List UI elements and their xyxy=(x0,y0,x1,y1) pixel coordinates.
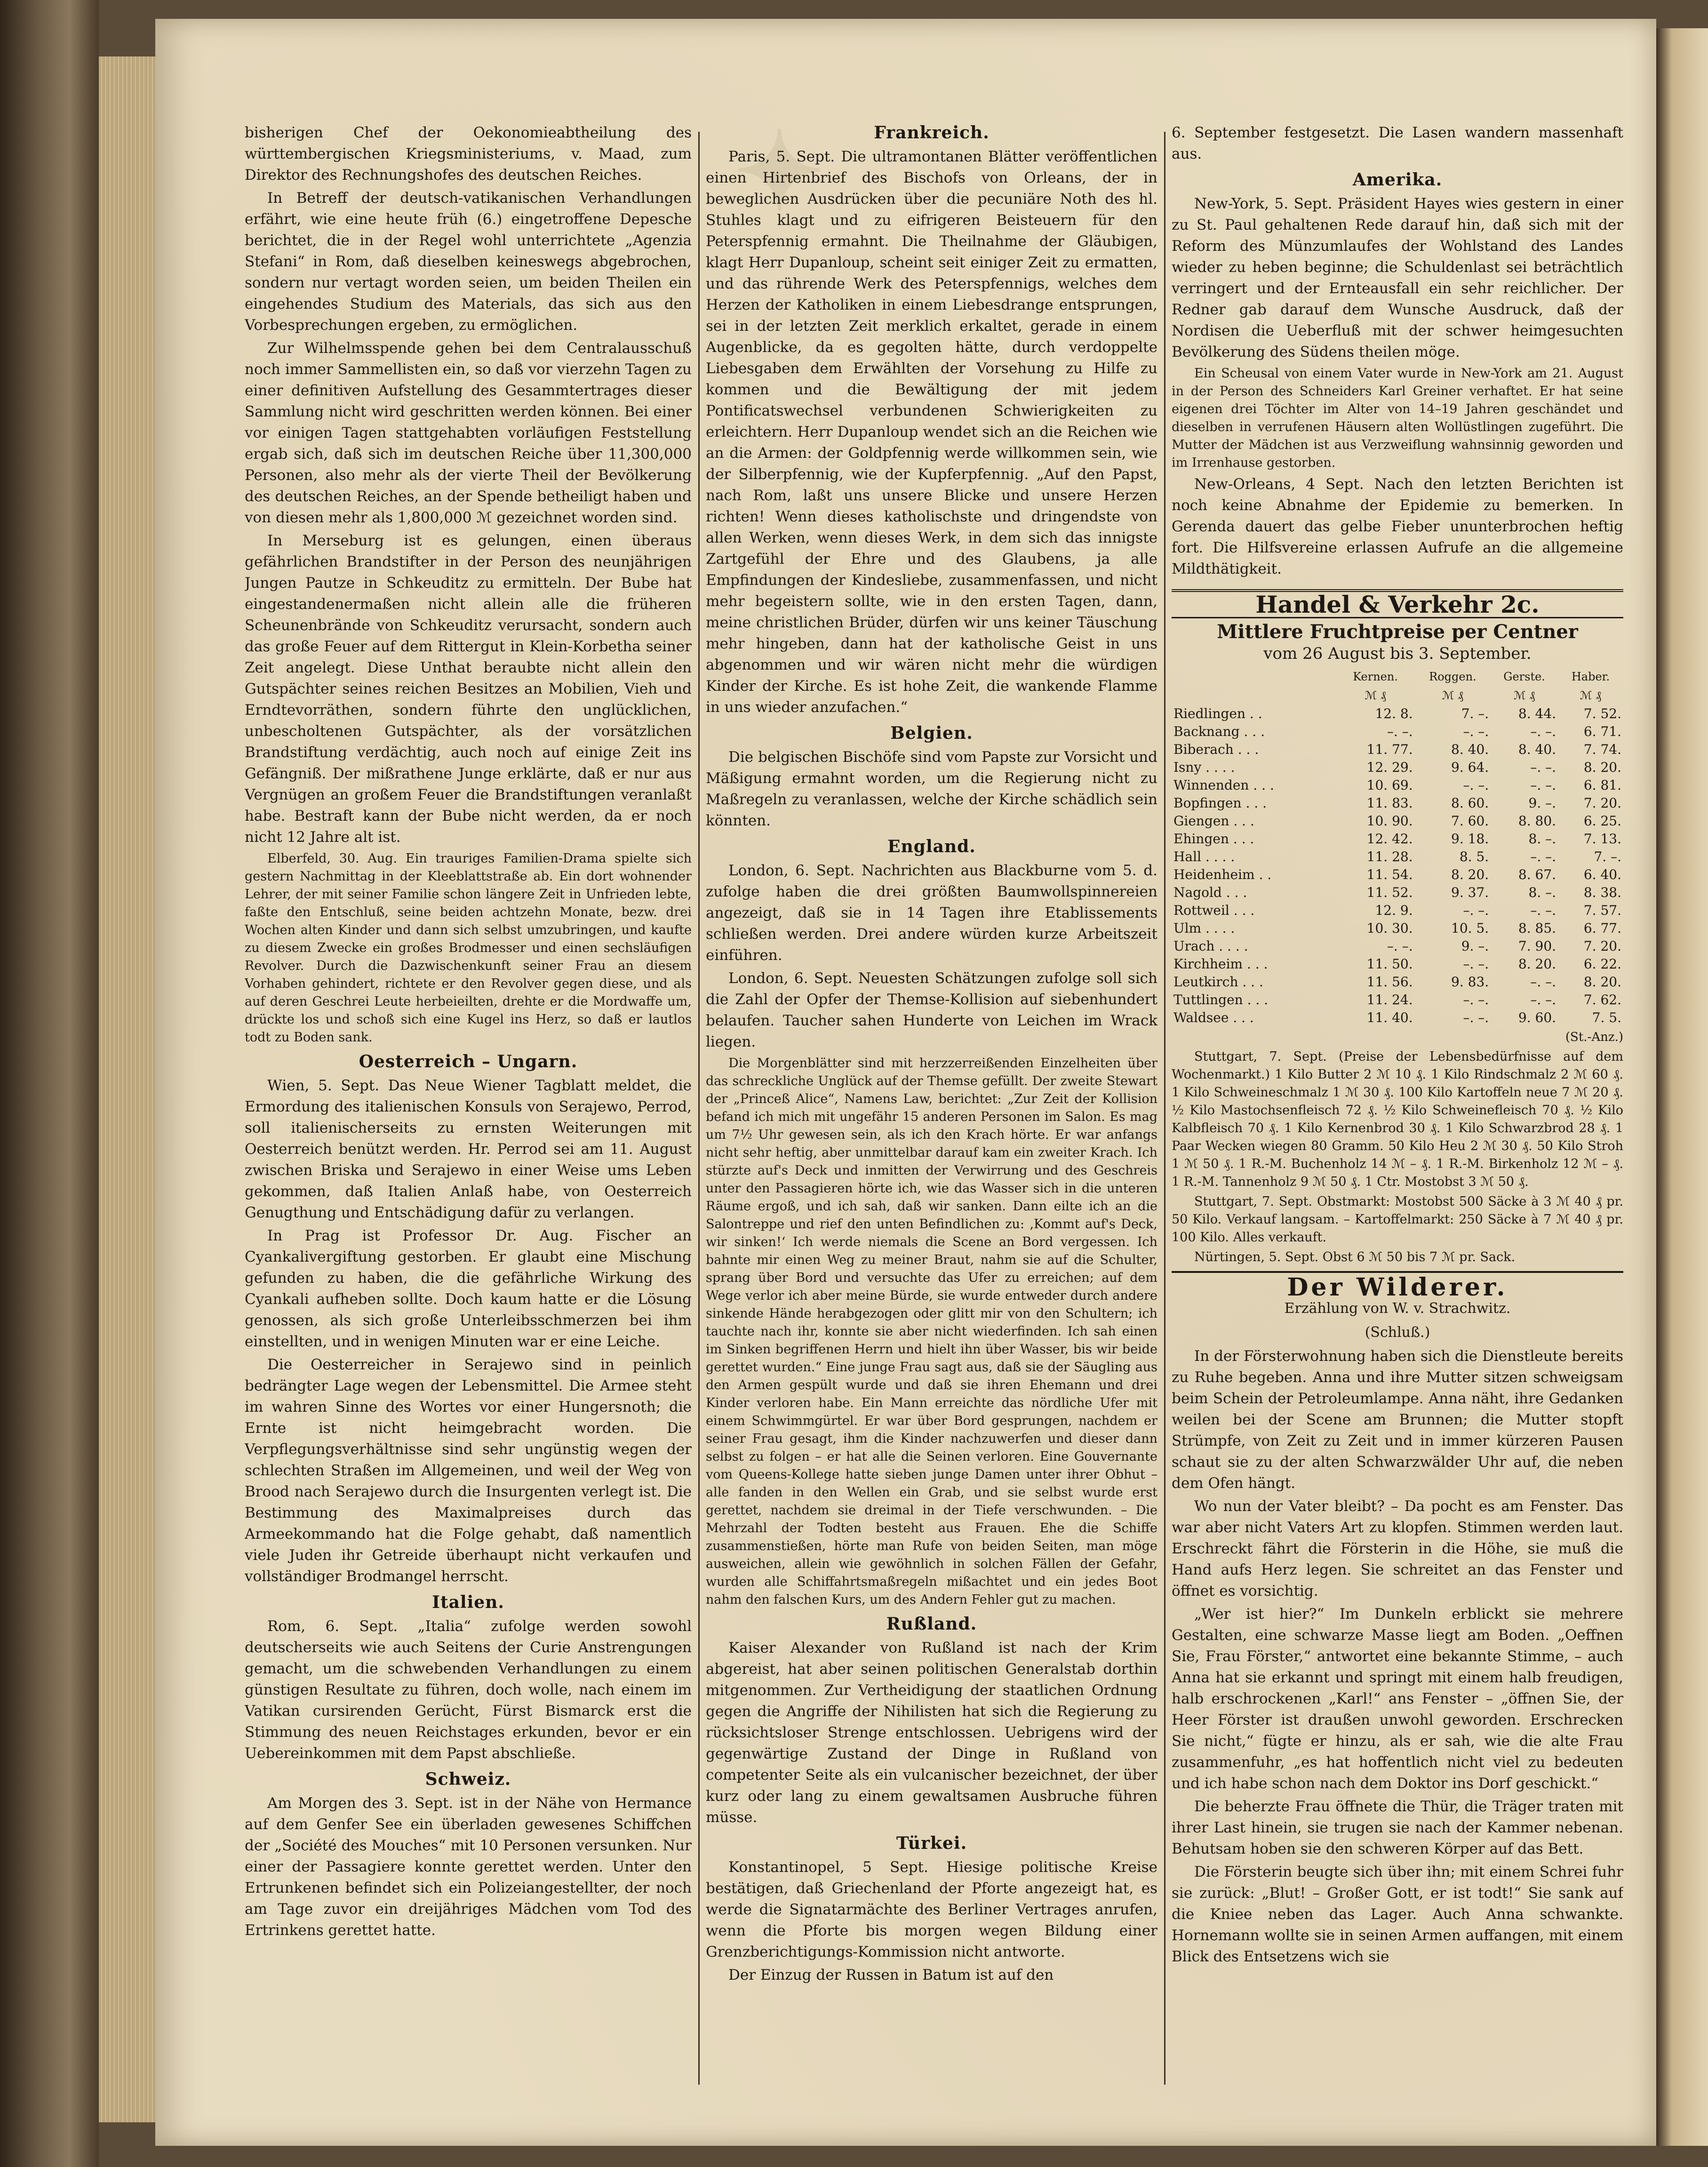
article-paragraph: London, 6. Sept. Nachrichten aus Blackburne vom 5. d. zufolge haben die drei größten Baumwollspinnereien angezeigt, daß sie in 14 Tagen ihre Etablissements schließen werden. Drei andere würden kurze Arbeitszeit einführen. xyxy=(706,862,1157,964)
price-cell: 8. 85. xyxy=(1518,920,1556,936)
column-rule xyxy=(1164,132,1165,2085)
price-cell: 11. 40. xyxy=(1366,1010,1413,1025)
article-paragraph: In Prag ist Professor Dr. Aug. Fischer an Cyankalivergiftung gestorben. Er glaubt eine Mischung gefunden zu haben, die die gefährliche Wirkung des Cyankali aufheben sollte. Doch kaum hatte er die Lösung genossen, als sich große Unterleibsschmerzen bei ihm einstellten, und in wenigen Minuten war er eine Leiche. xyxy=(245,1227,692,1350)
town-name: Nagold . . . xyxy=(1173,885,1247,900)
price-table-column-header: Roggen. xyxy=(1429,670,1477,683)
section-heading-england: England. xyxy=(887,837,976,856)
town-name: Isny . . . . xyxy=(1173,760,1235,775)
price-cell: 6. 40. xyxy=(1583,867,1621,882)
price-cell: –. –. xyxy=(1463,777,1489,793)
price-cell: 8. 40. xyxy=(1451,742,1489,757)
town-name: Winnenden . . . xyxy=(1173,777,1274,793)
price-cell: 11. 83. xyxy=(1366,795,1413,811)
town-name: Heidenheim . . xyxy=(1173,867,1272,882)
article-paragraph: Die Morgenblätter sind mit herzzerreißenden Einzelheiten über das schreckliche Unglück auf der Themse gefüllt. Der zweite Stewart der „Princeß Alice“, Namens Law, berichtet: „Zur Zeit der Kollision befand ich mich mit ungefähr 15 anderen Personen im Salon. Es mag um 7½ Uhr gewesen sein, als ich den Krach hörte. Er war anfangs nicht sehr heftig, aber unmittelbar darauf kam ein zweiter Krach. Ich stürzte auf's Deck und inmitten der Verwirrung und des Geschreis unter den Passagieren hörte ich, wie das Wasser sich in die unteren Räume ergoß, und ich sah, daß wir sanken. Dann eilte ich an die Salontreppe und rief den unten Befindlichen zu: ‚Kommt auf's Deck, wir sinken!‘ Ich werde niemals die Scene an Bord vergessen. Ich bahnte mir einen Weg zu meiner Braut, nahm sie auf die Schulter, sprang über Bord und versuchte das Ufer zu erreichen; auf dem Wege verlor ich aber meine Bürde, sie wurde entweder durch andere sinkende Hände herabgezogen oder glitt mir von den Schultern; ich tauchte nach ihr, konnte sie aber nicht wiederfinden. Ich sah einen im Sinken begriffenen Herrn und hielt ihn über Wasser, bis wir beide gerettet wurden.“ Eine junge Frau sagt aus, daß sie der Säugling aus den Armen gespült wurde und daß sie ihren Ehemann und drei Kinder verloren habe. Ein Mann erreichte das nördliche Ufer mit einem Schwimmgürtel. Er war über Bord gesprungen, nachdem er seiner Frau gesagt, ihm die Kinder nachzuwerfen und dieser dann selbst zu folgen – er hat alle die Seinen verloren. Eine Gouvernante vom Queens-Kollege hatte sieben junge Damen unter ihrer Obhut – alle fanden in den Wellen ein Grab, und sie selbst wurde erst gerettet, nachdem sie dreimal in der Tiefe verschwunden. – Die Mehrzahl der Todten besteht aus Frauen. Ehe die Schiffe zusammenstießen, hörte man Rufe von beiden Seiten, man möge ausweichen, allein wie gewöhnlich in solchen Fällen der Gefahr, wurden alle Schiffahrtsmaßregeln mißachtet und ein jedes Boot nahm den falschen Kurs, um des Andern Fehler gut zu machen. xyxy=(706,1056,1157,1607)
table-row xyxy=(1172,812,1623,830)
table-row xyxy=(1172,830,1623,848)
article-paragraph: Elberfeld, 30. Aug. Ein trauriges Familien-Drama spielte sich gestern Nachmittag in der Kleeblattstraße ab. Ein dort wohnender Lehrer, der mit seiner Familie schon längere Zeit in Unfrieden lebte, faßte den Entschluß, seine beiden achtzehn Monate, bezw. drei Wochen alten Kinder und dann sich selbst umzubringen, und kaufte zu diesem Zwecke ein großes Brodmesser und einen sechsläufigen Revolver. Durch die Dazwischenkunft seiner Frau an diesem Vorhaben gehindert, richtete er den Revolver gegen diese, und als auf deren Geschrei Leute herbeieilten, drehte er die Mordwaffe um, drückte los und schoß sich eine Kugel ins Herz, so daß er lautlos todt zu Boden sank. xyxy=(245,851,692,1045)
price-cell: –. –. xyxy=(1463,724,1489,739)
price-cell: 8. 67. xyxy=(1518,867,1556,882)
story-paragraph: Die Försterin beugte sich über ihn; mit einem Schrei fuhr sie zurück: „Blut! – Großer Gott, er ist todt!“ Sie sank auf die Kniee neben das Lager. Auch Anna schwankte. Hornemann wollte sie in seinen Armen auffangen, mit einem Blick des Entsetzens wich sie xyxy=(1172,1863,1623,1965)
article-paragraph: Wien, 5. Sept. Das Neue Wiener Tagblatt meldet, die Ermordung des italienischen Konsuls von Serajewo, Perrod, soll italienischerseits zu ernsten Weiterungen mit Oesterreich benützt werden. Hr. Perrod sei am 11. August zwischen Briska und Serajewo in einer Weise ums Leben gekommen, daß Italien Anlaß habe, von Oesterreich Genugthung und Entschädigung dafür zu verlangen. xyxy=(245,1077,692,1221)
price-cell: 10. 5. xyxy=(1451,920,1489,936)
price-cell: 12. 42. xyxy=(1366,831,1413,847)
table-row xyxy=(1172,1009,1623,1027)
article-paragraph: Rom, 6. Sept. „Italia“ zufolge werden sowohl deutscherseits wie auch Seitens der Curie Anstrengungen gemacht, um die schwebenden Verhandlungen zu einem günstigen Resultate zu führen, doch wolle, nach einem im Vatikan cursirenden Gerücht, Fürst Bismarck erst die Stimmung des neuen Reichstages erkunden, bevor er ein Uebereinkommen mit dem Papst abschließe. xyxy=(245,1618,692,1762)
price-cell: –. –. xyxy=(1463,956,1489,972)
price-cell: 12. 9. xyxy=(1375,903,1413,918)
table-row xyxy=(1172,991,1623,1009)
price-cell: 10. 69. xyxy=(1366,777,1413,793)
price-table-unit xyxy=(1172,686,1336,705)
article-paragraph: Kaiser Alexander von Rußland ist nach der Krim abgereist, hat aber seinen politischen Generalstab dorthin mitgenommen. Zur Vertheidigung der staatlichen Ordnung gegen die Angriffe der Nihilisten hat sich die Regierung zu rücksichtsloser Strenge entschlossen. Uebrigens wird der gegenwärtige Zustand der Dinge in Rußland von competenter Seite als ein vulcanischer bezeichnet, der über kurz oder lang zu einem gewaltsamen Ausbruche führen müsse. xyxy=(706,1639,1157,1826)
price-cell: 8. 40. xyxy=(1518,742,1556,757)
market-report: Stuttgart, 7. Sept. (Preise der Lebensbedürfnisse auf dem Wochenmarkt.) 1 Kilo Butter 2 ℳ 10 ₰. 1 Kilo Rindschmalz 2 ℳ 60 ₰. 1 Kilo Schweineschmalz 1 ℳ 30 ₰. 100 Kilo Kartoffeln neue 7 ℳ 20 ₰. ½ Kilo Mastochsenfleisch 72 ₰. ½ Kilo Schweinefleisch 70 ₰. ½ Kilo Kalbfleisch 70 ₰. 1 Kilo Kernenbrod 30 ₰. 1 Kilo Schwarzbrod 28 ₰. 1 Paar Wecken wiegen 80 Gramm. 50 Kilo Heu 2 ℳ 30 ₰. 50 Kilo Stroh 1 ℳ 50 ₰. 1 R.-M. Buchenholz 14 ℳ – ₰. 1 R.-M. Birkenholz 12 ℳ – ₰. 1 R.-M. Tannenholz 9 ℳ 50 ₰. 1 Ctr. Mostobst 3 ℳ 50 ₰. xyxy=(1172,1049,1623,1189)
price-table-column-header: Kernen. xyxy=(1353,670,1398,683)
article-paragraph: Konstantinopel, 5 Sept. Hiesige politische Kreise bestätigen, daß Griechenland der Pforte angezeigt hat, es werde die Signatarmächte des Berliner Vertrages anrufen, wenn die Pforte bis morgen wegen Bildung einer Grenzberichtigungs-Kommission nicht antworte. xyxy=(706,1859,1157,1960)
table-row xyxy=(1172,794,1623,812)
price-cell: –. –. xyxy=(1530,777,1556,793)
price-cell: –. –. xyxy=(1530,903,1556,918)
section-heading-america: Amerika. xyxy=(1352,170,1443,190)
section-heading-austria: Oesterreich – Ungarn. xyxy=(359,1052,578,1072)
price-cell: 12. 29. xyxy=(1366,760,1413,775)
price-cell: 7. –. xyxy=(1594,849,1621,864)
price-cell: 9. 64. xyxy=(1451,760,1489,775)
article-paragraph: Ein Scheusal von einem Vater wurde in New-York am 21. August in der Person des Schneiders Karl Greiner verhaftet. Er hat seine eigenen drei Töchter im Alter von 14–19 Jahren geschändet und dieselben in verrufenen Häusern alten Wollüstlingen zugeführt. Die Mutter der Mädchen ist aus Verzweiflung wahnsinnig geworden und im Irrenhause gestorben. xyxy=(1172,366,1623,470)
price-cell: –. –. xyxy=(1530,992,1556,1008)
story-title: Der Wilderer. xyxy=(1172,1271,1623,1298)
price-table-title: Mittlere Fruchtpreise per Centner xyxy=(1217,621,1578,643)
price-cell: 8. 20. xyxy=(1518,956,1556,972)
price-cell: 11. 50. xyxy=(1366,956,1413,972)
price-cell: 6. 81. xyxy=(1583,777,1621,793)
town-name: Riedlingen . . xyxy=(1173,706,1262,721)
price-cell: 12. 8. xyxy=(1375,706,1413,721)
price-cell: 6. 22. xyxy=(1583,956,1621,972)
price-table-unit: ℳ ₰ xyxy=(1513,689,1535,702)
price-cell: –. –. xyxy=(1463,903,1489,918)
table-row xyxy=(1172,937,1623,955)
town-name: Waldsee . . . xyxy=(1173,1010,1254,1025)
price-table-source: (St.-Anz.) xyxy=(1565,1030,1623,1044)
town-name: Backnang . . . xyxy=(1173,724,1265,739)
section-heading-russia: Rußland. xyxy=(886,1614,977,1634)
market-report: Nürtingen, 5. Sept. Obst 6 ℳ 50 bis 7 ℳ pr. Sack. xyxy=(1194,1250,1516,1264)
price-cell: 11. 54. xyxy=(1366,867,1413,882)
price-cell: –. –. xyxy=(1530,724,1556,739)
price-table-column-header: Gerste. xyxy=(1503,670,1545,683)
town-name: Rottweil . . . xyxy=(1173,903,1255,918)
price-cell: –. –. xyxy=(1463,992,1489,1008)
price-cell: 6. 77. xyxy=(1583,920,1621,936)
price-cell: 9. 83. xyxy=(1451,974,1489,990)
table-row xyxy=(1172,848,1623,866)
town-name: Leutkirch . . . xyxy=(1173,974,1263,990)
section-heading-italy: Italien. xyxy=(432,1592,504,1612)
story-author: Erzählung von W. v. Strachwitz. xyxy=(1284,1300,1511,1317)
price-cell: 7. 52. xyxy=(1583,706,1621,721)
town-name: Ulm . . . . xyxy=(1173,920,1235,936)
column-2 xyxy=(706,122,1157,2089)
section-heading-belgium: Belgien. xyxy=(890,723,973,743)
story-continuation: (Schluß.) xyxy=(1365,1324,1430,1341)
price-cell: 8. 20. xyxy=(1583,760,1621,775)
column-3 xyxy=(1172,122,1623,2089)
town-name: Ehingen . . . xyxy=(1173,831,1254,847)
price-cell: 8. 80. xyxy=(1518,813,1556,829)
price-cell: 9. –. xyxy=(1461,938,1489,954)
section-heading-trade: Handel & Verkehr 2c. xyxy=(1172,589,1623,618)
price-table-period: vom 26 August bis 3. September. xyxy=(1263,644,1532,663)
price-cell: 9. 37. xyxy=(1451,885,1489,900)
price-cell: 9. 60. xyxy=(1518,1010,1556,1025)
price-table-column-header: Haber. xyxy=(1571,670,1610,683)
section-heading-france: Frankreich. xyxy=(874,123,990,143)
column-rule xyxy=(698,132,700,2085)
price-cell: 9. –. xyxy=(1528,795,1556,811)
town-name: Kirchheim . . . xyxy=(1173,956,1268,972)
price-table-unit: ℳ ₰ xyxy=(1442,689,1464,702)
story-paragraph: In der Försterwohnung haben sich die Dienstleute bereits zu Ruhe begeben. Anna und ihre Mutter sitzen schweigsam beim Schein der Petroleumlampe. Anna näht, ihre Gedanken weilen bei der Scene am Brunnen; die Mutter stopft Strümpfe, von Zeit zu Zeit und in immer kürzeren Pausen schaut sie zu der alten Schwarzwälder Uhr auf, die neben dem Ofen hängt. xyxy=(1172,1348,1623,1492)
price-table-unit: ℳ ₰ xyxy=(1580,689,1602,702)
table-row xyxy=(1172,741,1623,759)
table-row xyxy=(1172,884,1623,902)
table-row xyxy=(1172,705,1623,723)
price-cell: –. –. xyxy=(1530,760,1556,775)
article-paragraph: bisherigen Chef der Oekonomieabtheilung des württembergischen Kriegsministeriums, v. Maad, zum Direktor des Rechnungshofes des deutschen Reiches. xyxy=(245,124,692,184)
book-binding xyxy=(0,0,99,2167)
article-paragraph: Die belgischen Bischöfe sind vom Papste zur Vorsicht und Mäßigung ermahnt worden, um die Regierung nicht zu Maßregeln zu veranlassen, welche der Kirche schädlich sein könnten. xyxy=(706,749,1157,829)
price-cell: 8. 44. xyxy=(1518,706,1556,721)
price-cell: 7. 20. xyxy=(1583,795,1621,811)
town-name: Urach . . . . xyxy=(1173,938,1248,954)
price-cell: 11. 24. xyxy=(1366,992,1413,1008)
table-row xyxy=(1172,759,1623,776)
price-cell: 7. 5. xyxy=(1592,1010,1621,1025)
town-name: Tuttlingen . . . xyxy=(1173,992,1269,1008)
table-row xyxy=(1172,955,1623,973)
price-cell: 6. 25. xyxy=(1583,813,1621,829)
price-cell: 10. 30. xyxy=(1366,920,1413,936)
market-report: Stuttgart, 7. Sept. Obstmarkt: Mostobst 500 Säcke à 3 ℳ 40 ₰ pr. 50 Kilo. Verkauf langsam. – Kartoffelmarkt: 250 Säcke à 7 ℳ 40 ₰ pr. 100 Kilo. Alles verkauft. xyxy=(1172,1194,1623,1245)
price-table xyxy=(1172,667,1623,1027)
page-edges xyxy=(99,56,155,2122)
column-1 xyxy=(245,122,692,2089)
price-cell: 11. 56. xyxy=(1366,974,1413,990)
show-through-masthead: ✦ xyxy=(734,108,825,235)
article-paragraph: Am Morgen des 3. Sept. ist in der Nähe von Hermance auf dem Genfer See ein überladen gewesenes Schiffchen der „Société des Mouches“ mit 10 Personen versunken. Nur einer der Passagiere konnte gerettet werden. Unter den Ertrunkenen befindet sich ein Polizeiangestellter, der noch am Tage zuvor ein dreijähriges Mädchen vom Tod des Ertrinkens gerettet hatte. xyxy=(245,1795,692,1939)
price-cell: 8. 20. xyxy=(1451,867,1489,882)
price-cell: 7. 74. xyxy=(1583,742,1621,757)
price-cell: –. –. xyxy=(1530,974,1556,990)
table-row xyxy=(1172,902,1623,920)
price-cell: 8. –. xyxy=(1528,831,1556,847)
section-heading-switzerland: Schweiz. xyxy=(425,1769,511,1789)
price-cell: 9. 18. xyxy=(1451,831,1489,847)
table-row xyxy=(1172,920,1623,937)
price-cell: 7. 62. xyxy=(1583,992,1621,1008)
price-cell: 8. 38. xyxy=(1583,885,1621,900)
price-cell: –. –. xyxy=(1387,938,1413,954)
article-paragraph: London, 6. Sept. Neuesten Schätzungen zufolge soll sich die Zahl der Opfer der Themse-Kollision auf siebenhundert belaufen. Taucher sahen Hunderte von Leichen im Wrack liegen. xyxy=(706,970,1157,1050)
price-table-units xyxy=(1172,686,1623,705)
town-name: Biberach . . . xyxy=(1173,742,1259,757)
price-cell: 7. 20. xyxy=(1583,938,1621,954)
price-cell: –. –. xyxy=(1463,1010,1489,1025)
article-paragraph: Die Oesterreicher in Serajewo sind in peinlich bedrängter Lage wegen der Lebensmittel. Die Armee steht im wahren Sinne des Wortes vor einer Hungersnoth; die Ernte ist nicht heimgebracht worden. Die Verpflegungsverhältnisse sind sehr ungünstig wegen der schlechten Straßen im Allgemeinen, und weil der Weg von Brood nach Serajewo durch die Insurgenten verlegt ist. Die Bestimmung des Maximalpreises durch das Armeekommando hat die Folge gehabt, daß namentlich viele Juden ihr Getreide überhaupt nicht verkaufen und vollständiger Brodmangel herrscht. xyxy=(245,1356,692,1585)
price-table-header xyxy=(1172,667,1623,686)
article-paragraph: 6. September festgesetzt. Die Lasen wandern massenhaft aus. xyxy=(1172,124,1623,162)
price-cell: 6. 71. xyxy=(1583,724,1621,739)
article-paragraph: In Merseburg ist es gelungen, einen überaus gefährlichen Brandstifter in der Person des neunjährigen Jungen Pautze in Schkeuditz zu ermitteln. Der Bube hat eingestandenermaßen nicht allein alle die früheren Scheunenbrände von Schkeuditz verursacht, sondern auch das große Feuer auf dem Rittergut in Klein-Korbetha seiner Zeit angelegt. Diese Unthat beraubte nicht allein den Gutspächter seines reichen Besitzes an Mobilien, Vieh und Erndtevorräthen, sondern führte den unglücklichen, unbescholtenen Gutspächter, als der vorsätzlichen Brandstiftung verdächtig, auch noch auf einige Zeit ins Gefängniß. Der mißrathene Junge erklärte, daß er nur aus Vergnügen an großem Feuer die Brandstiftungen veranlaßt habe. Bestraft kann der Bube nicht werden, da er noch nicht 12 Jahre alt ist. xyxy=(245,532,692,846)
story-paragraph: „Wer ist hier?“ Im Dunkeln erblickt sie mehrere Gestalten, eine schwarze Masse liegt am Boden. „Oeffnen Sie, Frau Förster,“ antwortet eine bekannte Stimme, – auch Anna hat sie erkannt und springt mit einem halb freudigen, halb erschrockenen „Karl!“ ans Fenster – „öffnen Sie, der Heer Förster ist draußen unwohl geworden. Erschrecken Sie nicht,“ fügte er hinzu, als er sah, wie die alte Frau zusammenfuhr, „es hat hoffentlich nicht viel zu bedeuten und ich habe schon nach dem Doktor ins Dorf geschickt.“ xyxy=(1172,1606,1623,1792)
price-cell: 7. 90. xyxy=(1518,938,1556,954)
town-name: Hall . . . . xyxy=(1173,849,1235,864)
article-paragraph: In Betreff der deutsch-vatikanischen Verhandlungen erfährt, wie eine heute früh (6.) eingetroffene Depesche berichtet, die in der Regel wohl unterrichtete „Agenzia Stefani“ in Rom, daß dieselben keineswegs abgebrochen, sondern nur vertagt worden seien, um beiden Theilen ein eingehendes Studium des Materials, das sich aus den Vorbesprechungen ergeben, zu ermöglichen. xyxy=(245,190,692,334)
article-paragraph: Zur Wilhelmsspende gehen bei dem Centralausschuß noch immer Sammellisten ein, so daß vor vierzehn Tagen zu einer definitiven Aufstellung des Gesammtertrages dieser Sammlung nicht wird geschritten werden können. Bei einer vor einigen Tagen stattgehabten vorläufigen Feststellung ergab sich, daß sich im deutschen Reiche über 11,300,000 Personen, also mehr als der vierte Theil der Bevölkerung des deutschen Reiches, an der Spende betheiligt haben und von diesen mehr als 1,800,000 ℳ gezeichnet worden sind. xyxy=(245,340,692,526)
price-cell: 8. –. xyxy=(1528,885,1556,900)
town-name: Bopfingen . . . xyxy=(1173,795,1267,811)
price-cell: 11. 52. xyxy=(1366,885,1413,900)
price-cell: 8. 60. xyxy=(1451,795,1489,811)
town-name: Giengen . . . xyxy=(1173,813,1254,829)
article-paragraph: New-York, 5. Sept. Präsident Hayes wies gestern in einer zu St. Paul gehaltenen Rede darauf hin, daß sich mit der Reform des Münzumlaufes der Wohlstand des Landes wieder zu heben beginne; die Schuldenlast sei beträchtlich verringert und der Ernteausfall ein sehr reichlicher. Der Redner gab darauf dem Wunsche Ausdruck, daß der Nordisen die Ueberfluß mit der schwer heimgesuchten Bevölkerung des Südens theilen möge. xyxy=(1172,195,1623,360)
story-paragraph: Wo nun der Vater bleibt? – Da pocht es am Fenster. Das war aber nicht Vaters Art zu klopfen. Stimmen werden laut. Erschreckt fährt die Försterin in die Höhe, sie muß die Hand aufs Herz legen. Sie schreitet an das Fenster und öffnet es vorsichtig. xyxy=(1172,1498,1623,1599)
article-paragraph: Der Einzug der Russen in Batum ist auf den xyxy=(728,1967,1054,1983)
table-row xyxy=(1172,776,1623,794)
price-table-column-header xyxy=(1172,667,1336,686)
table-row xyxy=(1172,973,1623,991)
price-cell: 7. –. xyxy=(1461,706,1489,721)
price-cell: 11. 77. xyxy=(1366,742,1413,757)
price-cell: 11. 28. xyxy=(1366,849,1413,864)
table-row xyxy=(1172,723,1623,741)
price-cell: 7. 57. xyxy=(1583,903,1621,918)
facing-page-edge xyxy=(1656,28,1708,2146)
article-paragraph: Paris, 5. Sept. Die ultramontanen Blätter veröffentlichen einen Hirtenbrief des Bischofs von Orleans, der in beweglichen Ausdrücken über die pecuniäre Noth des hl. Stuhles klagt und zu eifrigeren Beisteuern für den Peterspfennig ermahnt. Die Theilnahme der Gläubigen, klagt Herr Dupanloup, scheint seit einiger Zeit zu ermatten, und das rührende Werk des Peterspfennigs, welches dem Herzen der Katholiken in einem Liebesdrange entsprungen, sei in der letzten Zeit merklich erkaltet, gerade in einem Augenblicke, da es gegolten hätte, durch verdoppelte Liebesgaben dem Erwählten der Vorsehung zu Hilfe zu kommen und die Bewältigung der mit jedem Pontificatswechsel verbundenen Schwierigkeiten zu erleichtern. Herr Dupanloup wendet sich an die Reichen wie an die Armen: der Goldpfennig werde willkommen sein, wie der Silberpfennig, wie der Kupferpfennig. „Auf den Papst, nach Rom, laßt uns unsere Blicke und unsere Herzen richten! Wenn dieses katholischste und dringendste von allen Werken, wenn dieses Werk, in dem sich das innigste Zartgefühl der Ehre und des Glaubens, ja alle Empfindungen der Kindesliebe, zusammenfassen, und nicht mehr begeistern sollte, wie in den ersten Tagen, dann, meine christlichen Brüder, dürfen wir uns keiner Täuschung mehr hingeben, dann hat der katholische Geist in uns abgenommen und wir wären nicht mehr die würdigen Kinder der Kirche. Es ist hohe Zeit, die wankende Flamme in uns wieder anzufachen.“ xyxy=(706,148,1157,716)
price-cell: 10. 90. xyxy=(1366,813,1413,829)
price-cell: 8. 20. xyxy=(1583,974,1621,990)
price-table-unit: ℳ ₰ xyxy=(1365,689,1386,702)
table-row xyxy=(1172,866,1623,884)
article-paragraph: New-Orleans, 4 Sept. Nach den letzten Berichten ist noch keine Abnahme der Epidemie zu bemerken. In Gerenda dauert das gelbe Fieber ununterbrochen heftig fort. Die Hilfsvereine erlassen Aufrufe an die allgemeine Mildthätigkeit. xyxy=(1172,476,1623,577)
story-paragraph: Die beherzte Frau öffnete die Thür, die Träger traten mit ihrer Last hinein, sie trugen sie nach der Kammer nebenan. Behutsam hoben sie den schweren Körper auf das Bett. xyxy=(1172,1798,1623,1857)
price-cell: –. –. xyxy=(1530,849,1556,864)
price-cell: 7. 13. xyxy=(1583,831,1621,847)
price-cell: 7. 60. xyxy=(1451,813,1489,829)
price-cell: –. –. xyxy=(1387,724,1413,739)
section-heading-turkey: Türkei. xyxy=(896,1833,967,1853)
price-cell: 8. 5. xyxy=(1459,849,1489,864)
